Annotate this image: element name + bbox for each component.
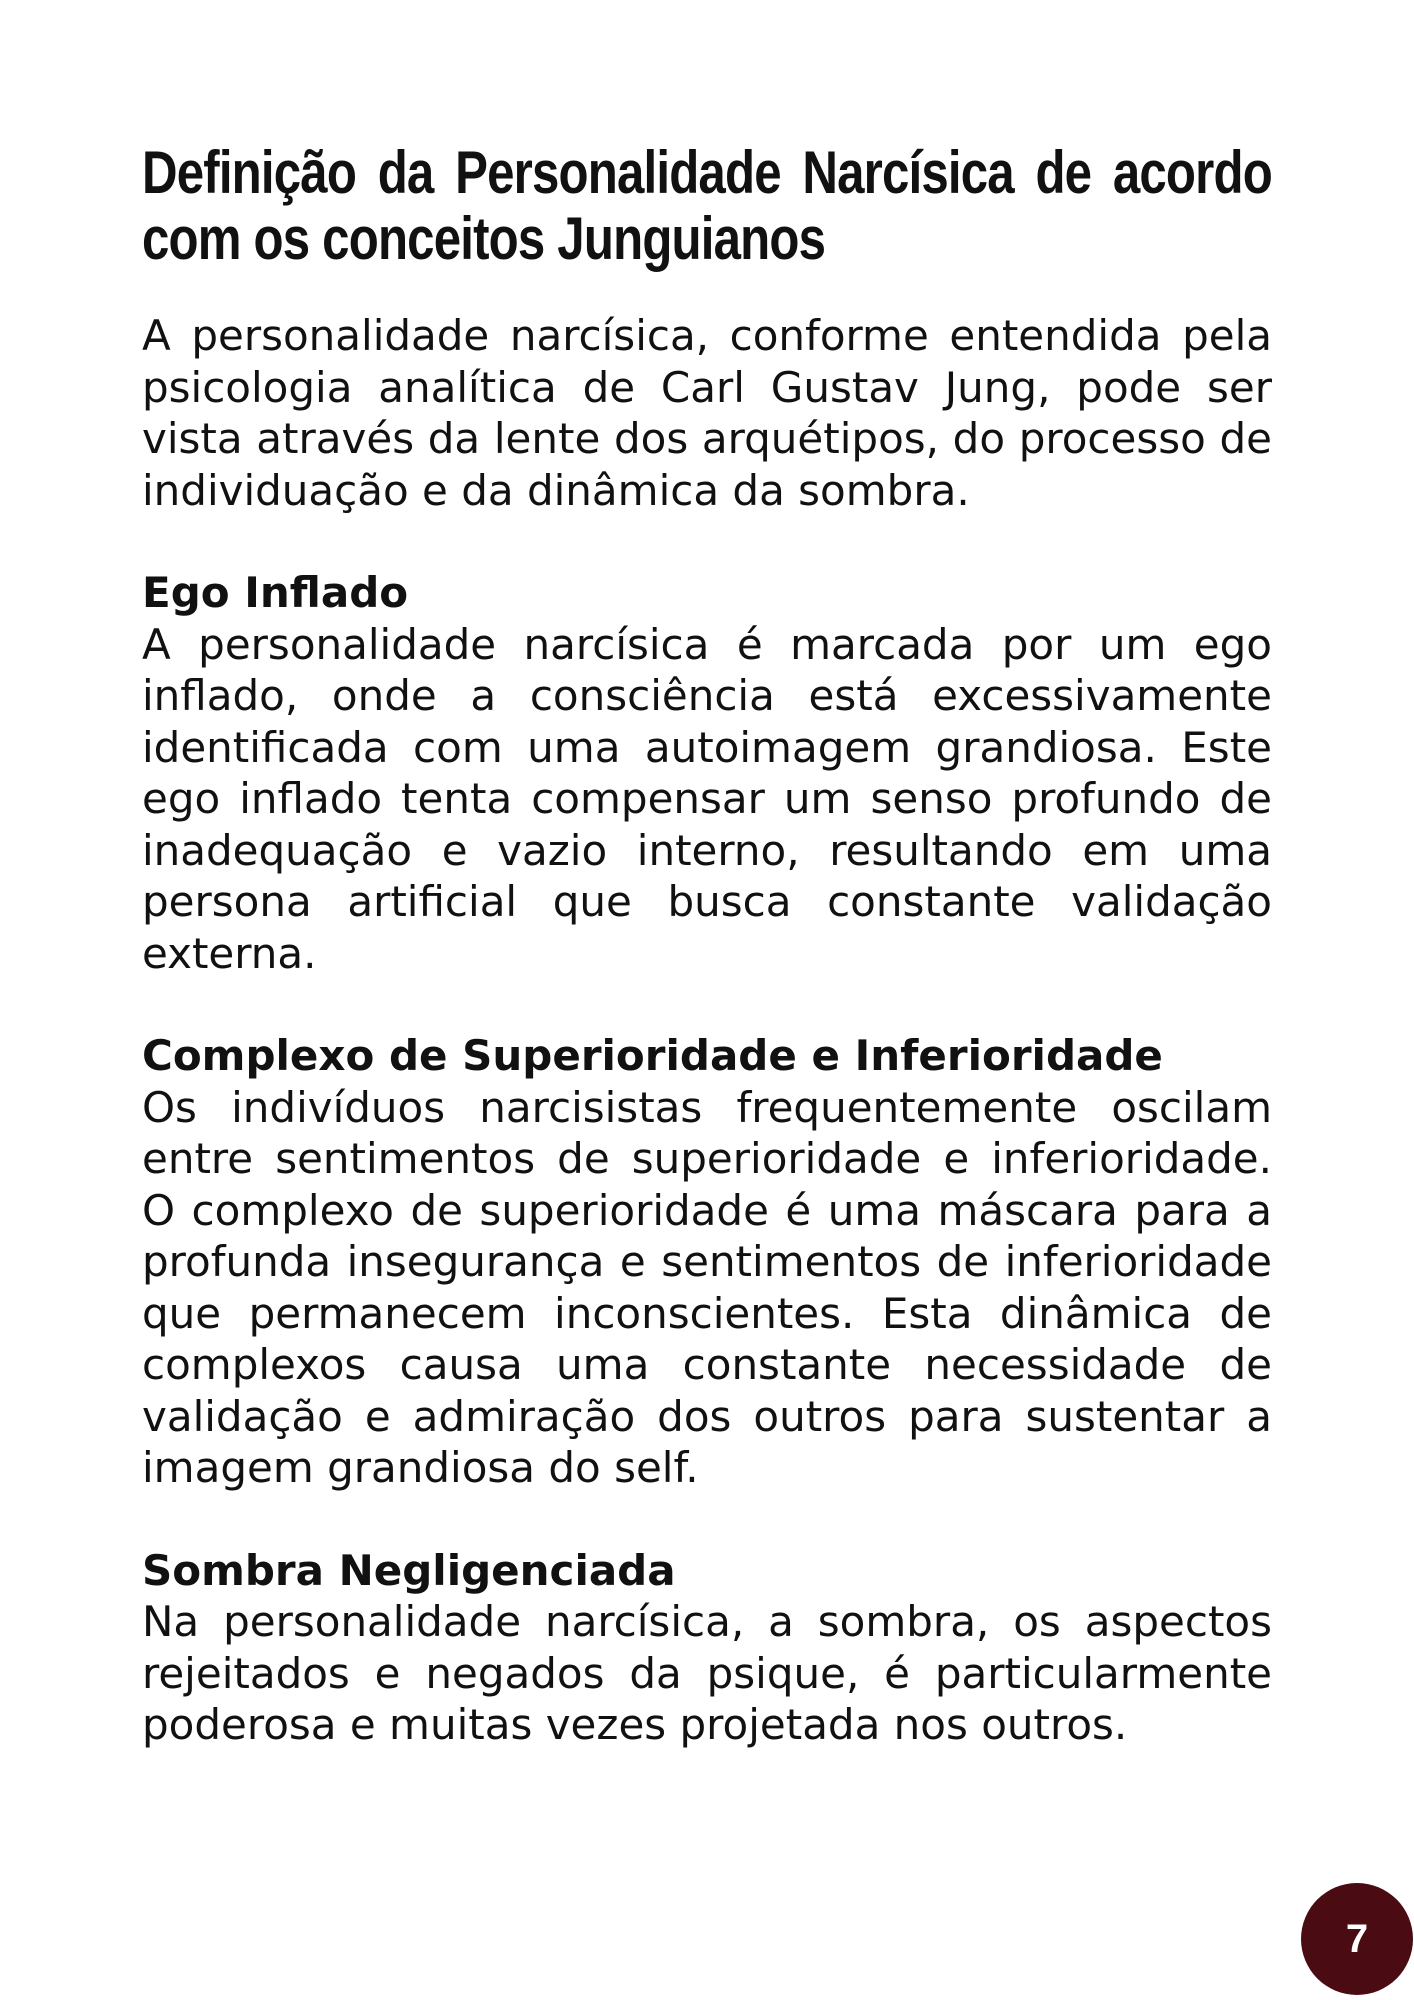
- document-page: [142, 140, 1272, 1751]
- section-sombra: [142, 1545, 1272, 1751]
- section-paragraph: Na personalidade narcísica, a sombra, os aspectos rejeitados e negados da psique, é particularmente poderosa e muitas vezes projetada nos outros.: [142, 1597, 1272, 1749]
- section-heading: Ego Inflado: [142, 568, 409, 617]
- section-heading: Complexo de Superioridade e Inferioridade: [142, 1031, 1163, 1080]
- section-heading: Sombra Negligenciada: [142, 1545, 676, 1595]
- section-paragraph: Os indivíduos narcisistas frequentemente oscilam entre sentimentos de superioridade e inferioridade. O complexo de superioridade é uma máscara para a profunda insegurança e sentimentos de inferioridade que permanecem inconscientes. Esta dinâmica de complexos causa uma constante necessidade de validação e admiração dos outros para sustentar a imagem grandiosa do self.: [142, 1082, 1272, 1492]
- section-ego-inflado: [142, 567, 1272, 979]
- section-complexo: [142, 1030, 1272, 1494]
- intro-paragraph: A personalidade narcísica, conforme entendida pela psicologia analítica de Carl Gustav Jung, pode ser vista através da lente dos arquétipos, do processo de individuação e da dinâmica da sombra.: [142, 311, 1272, 515]
- section-paragraph: A personalidade narcísica é marcada por um ego inflado, onde a consciência está excessivamente identificada com uma autoimagem grandiosa. Este ego inflado tenta compensar um senso profundo de inadequação e vazio interno, resultando em uma persona artificial que busca constante validação externa.: [142, 619, 1272, 978]
- page-title: Definição da Personalidade Narcísica de acordo com os conceitos Junguianos: [142, 139, 1272, 272]
- page-number-badge: [1301, 1883, 1413, 1995]
- page-number: 7: [1345, 1916, 1369, 1961]
